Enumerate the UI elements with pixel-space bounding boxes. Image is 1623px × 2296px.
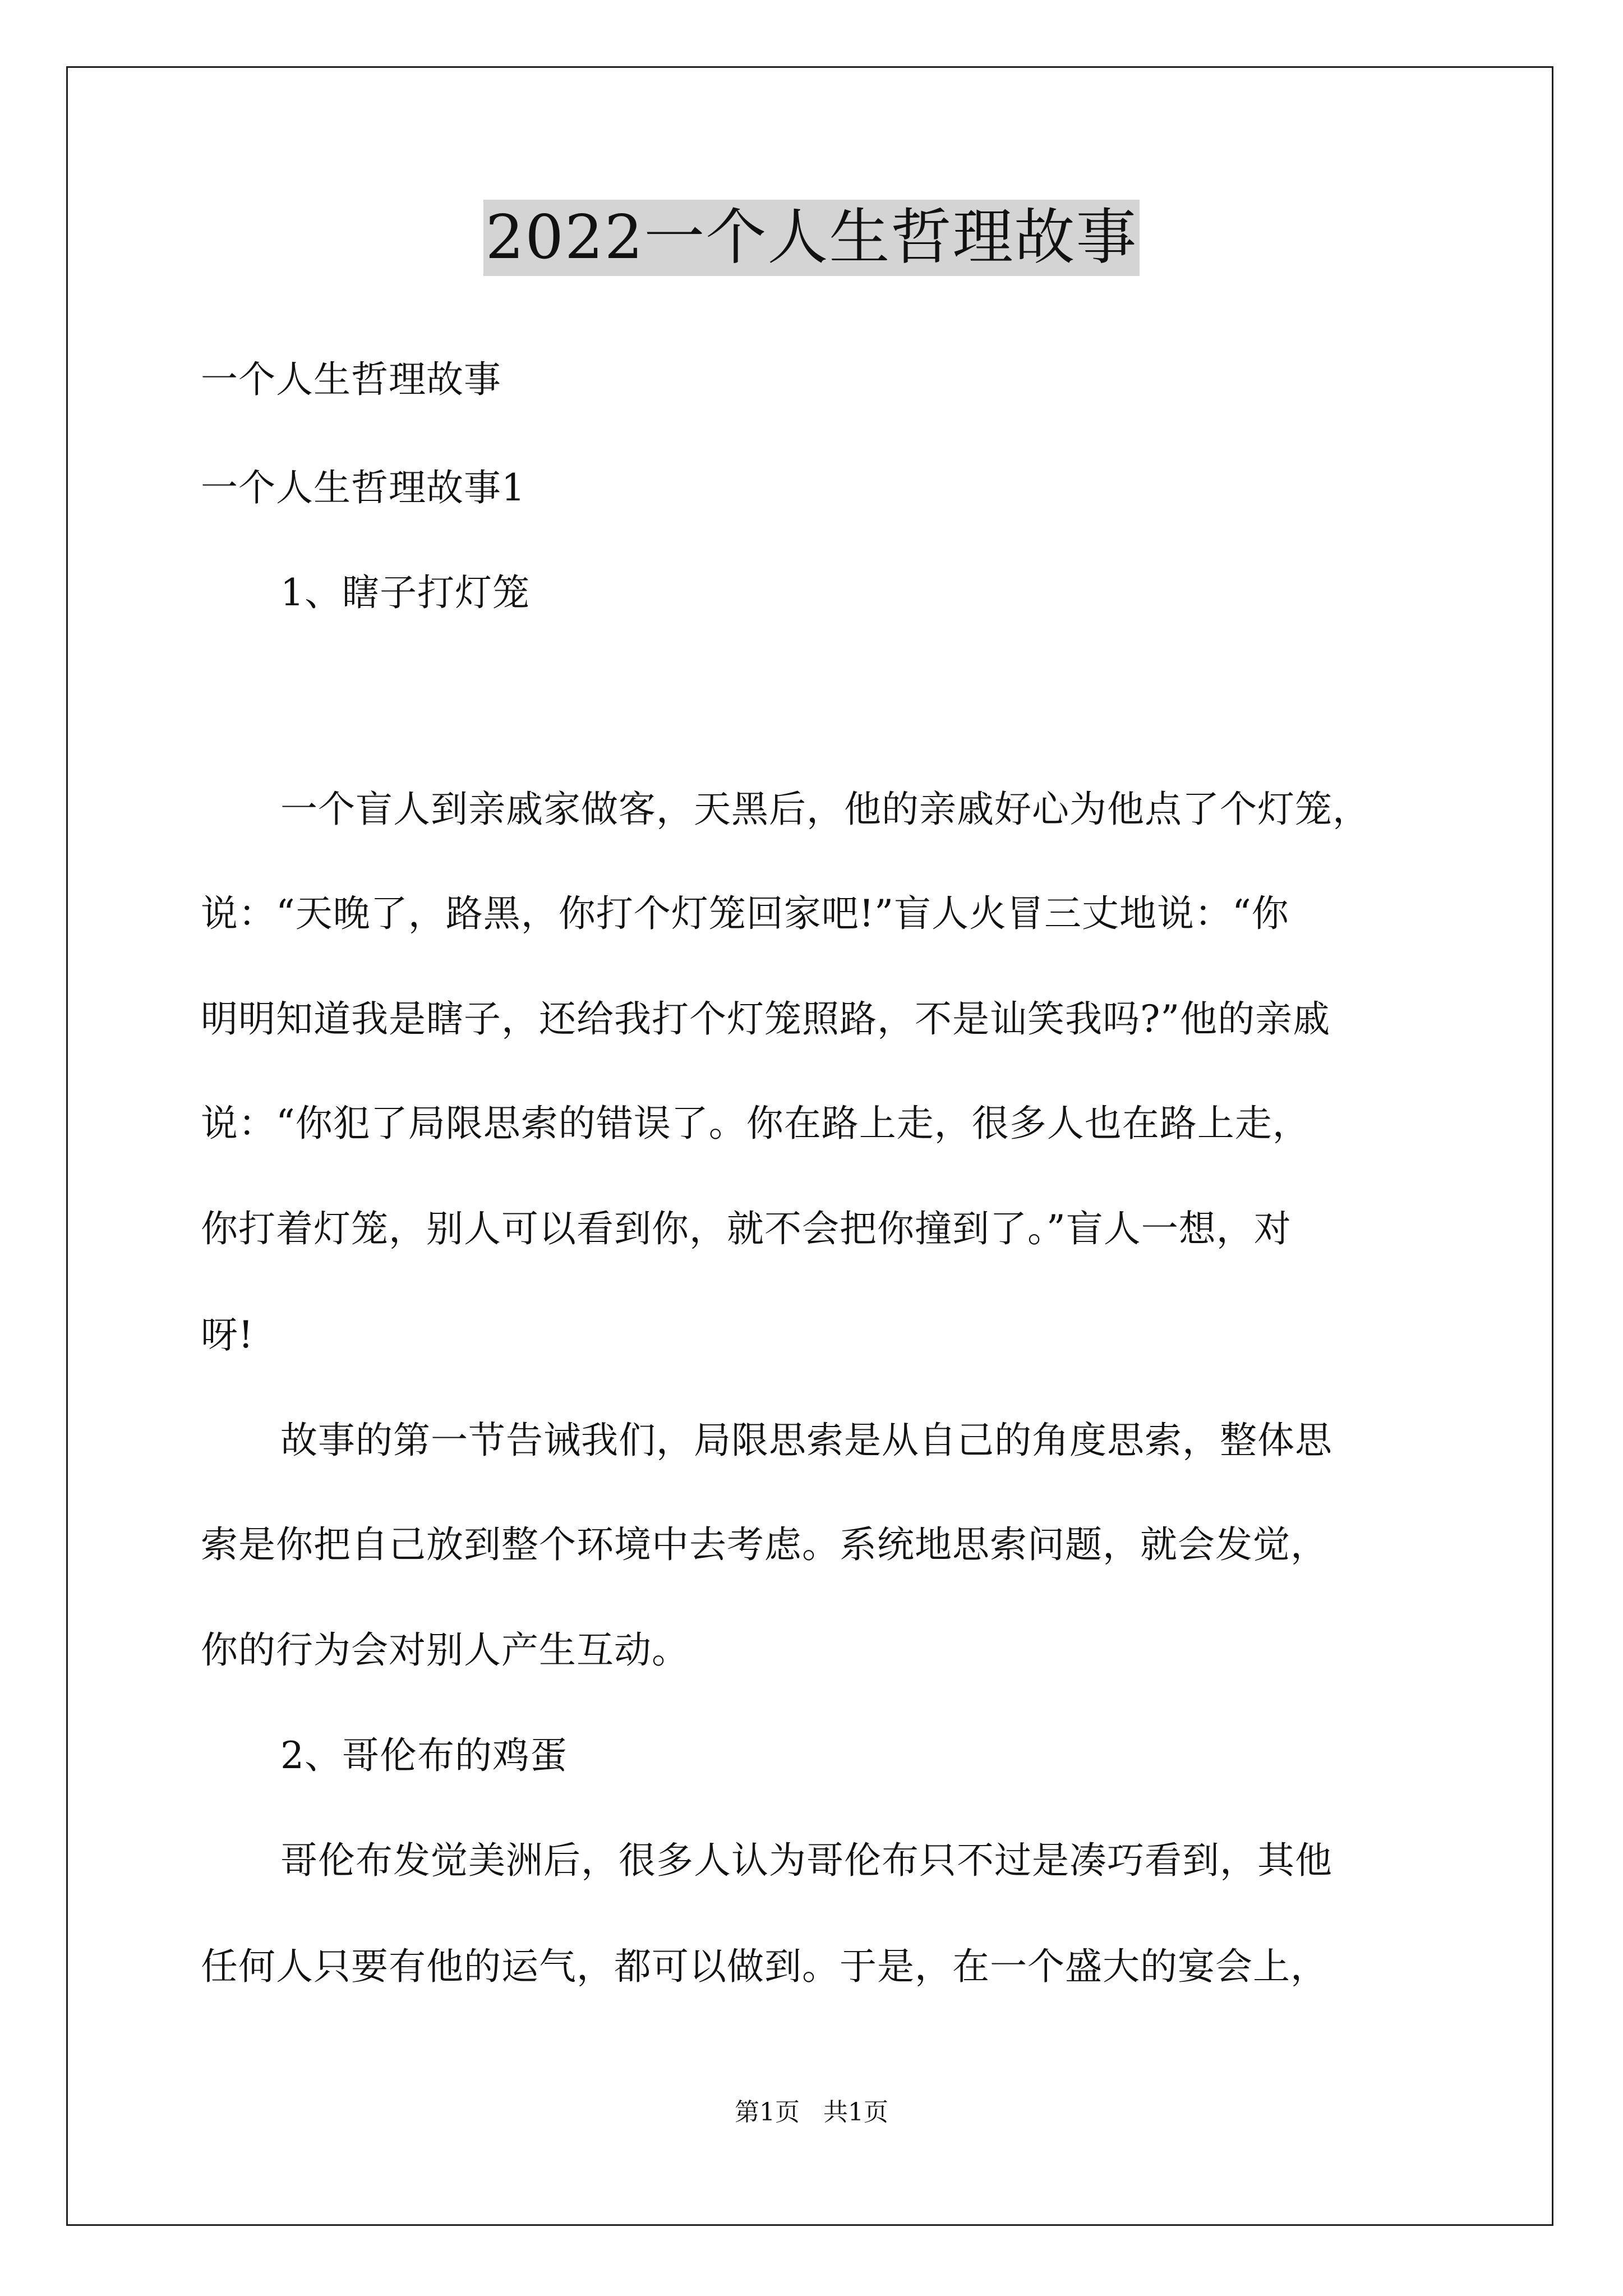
paragraph-line: 说：“你犯了局限思索的错误了。你在路上走，很多人也在路上走， bbox=[201, 1102, 1310, 1145]
paragraph-line: 一个盲人到亲戚家做客，天黑后，他的亲戚好心为他点了个灯笼， bbox=[280, 788, 1370, 831]
title-container bbox=[0, 200, 1623, 276]
page-number: 第1页 bbox=[735, 2098, 800, 2127]
paragraph-line: 说：“天晚了，路黑，你打个灯笼回家吧!”盲人火冒三丈地说：“你 bbox=[201, 892, 1289, 935]
story-heading-2: 2、哥伦布的鸡蛋 bbox=[280, 1734, 568, 1777]
paragraph-line: 明明知道我是瞎子，还给我打个灯笼照路，不是讪笑我吗?”他的亲戚 bbox=[201, 997, 1331, 1041]
subtitle-line: 一个人生哲理故事 bbox=[201, 358, 501, 401]
paragraph-line: 呀! bbox=[201, 1313, 254, 1356]
page-footer bbox=[0, 2097, 1623, 2128]
section-heading: 一个人生哲理故事1 bbox=[201, 466, 525, 509]
paragraph-line: 故事的第一节告诫我们，局限思索是从自己的角度思索，整体思 bbox=[280, 1419, 1332, 1462]
document-title: 2022一个人生哲理故事 bbox=[483, 200, 1140, 276]
paragraph-line: 哥伦布发觉美洲后，很多人认为哥伦布只不过是凑巧看到，其他 bbox=[280, 1839, 1332, 1882]
paragraph-line: 任何人只要有他的运气，都可以做到。于是，在一个盛大的宴会上， bbox=[201, 1945, 1328, 1988]
paragraph-line: 你打着灯笼，别人可以看到你，就不会把你撞到了。”盲人一想，对 bbox=[201, 1207, 1292, 1250]
paragraph-line: 索是你把自己放到整个环境中去考虑。系统地思索问题，就会发觉， bbox=[201, 1523, 1328, 1566]
page-total: 共1页 bbox=[823, 2098, 888, 2127]
paragraph-line: 你的行为会对别人产生互动。 bbox=[201, 1628, 689, 1672]
story-heading-1: 1、瞎子打灯笼 bbox=[280, 571, 530, 614]
